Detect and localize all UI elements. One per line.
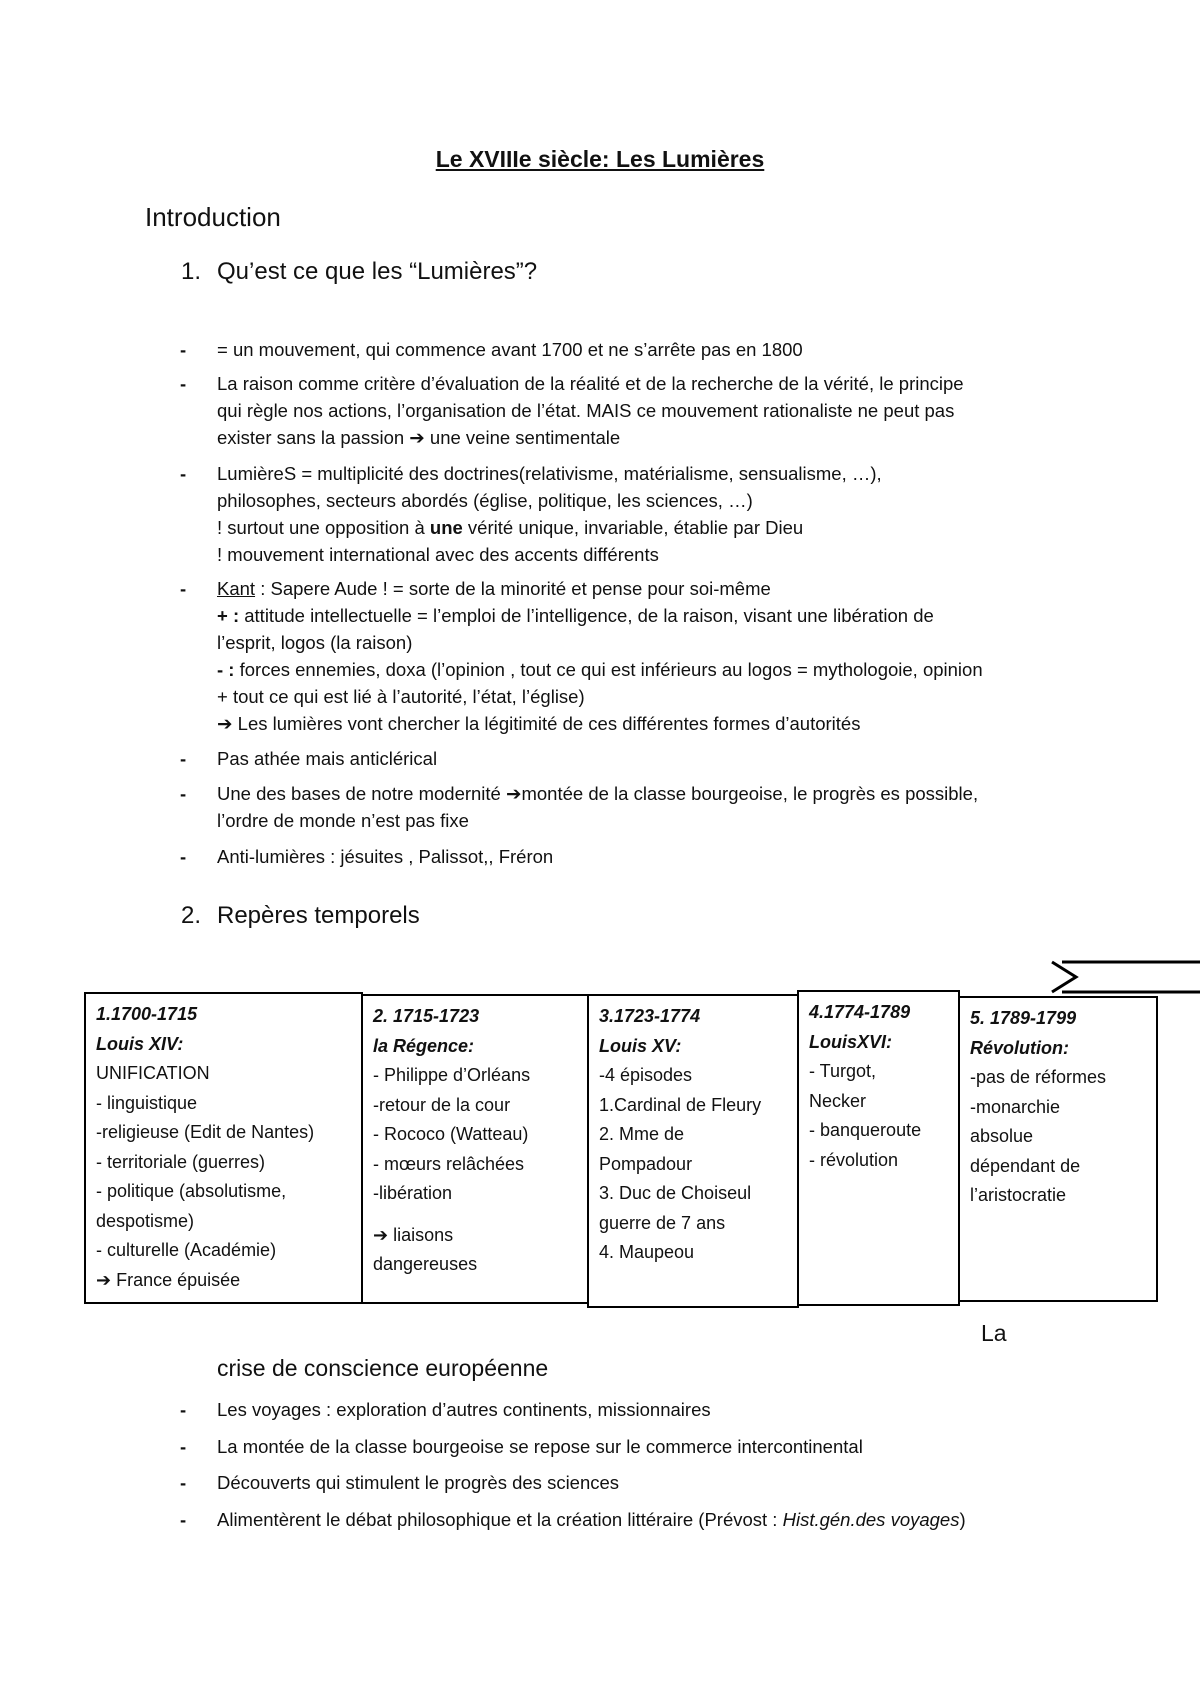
bullet-dash: - bbox=[180, 1399, 187, 1420]
bullet-text: Découverts qui stimulent le progrès des sciences bbox=[217, 1472, 620, 1493]
timeline-line: absolue bbox=[970, 1126, 1034, 1146]
intro-heading: Introduction bbox=[145, 202, 281, 232]
timeline-box-2 bbox=[361, 994, 589, 1304]
bullet-text: attitude intellectuelle = l’emploi de l’intelligence, de la raison, visant une libération de bbox=[239, 605, 934, 626]
timeline-line: -4 épisodes bbox=[599, 1065, 693, 1085]
bullet-dash: - bbox=[180, 748, 187, 769]
timeline-line: UNIFICATION bbox=[96, 1063, 210, 1083]
bullet-dash: - bbox=[180, 373, 187, 394]
timeline-period: 4.1774-1789 bbox=[809, 1002, 911, 1022]
section1-heading bbox=[181, 258, 537, 286]
crisis-heading-word: La bbox=[981, 1320, 1007, 1346]
timeline-line: - culturelle (Académie) bbox=[96, 1240, 277, 1260]
timeline-line: 2. Mme de bbox=[599, 1124, 685, 1144]
timeline-box-4 bbox=[797, 990, 960, 1306]
bullet-text: La raison comme critère d’évaluation de la réalité et de la recherche de la vérité, le principe bbox=[217, 373, 964, 394]
minus-label: - : bbox=[217, 659, 235, 680]
bullet-text: vérité unique, invariable, établie par Dieu bbox=[462, 517, 804, 538]
bullet-text: Pas athée mais anticlérical bbox=[217, 748, 438, 769]
bullet-dash: - bbox=[180, 1509, 187, 1530]
timeline-period: 2. 1715-1723 bbox=[373, 1006, 480, 1026]
bullet-text: Une des bases de notre modernité ➔montée de la classe bourgeoise, le progrès es possible, bbox=[217, 783, 979, 804]
bullet-text: + tout ce qui est lié à l’autorité, l’état, l’église) bbox=[217, 686, 585, 707]
bullet-text-line bbox=[217, 710, 1117, 737]
timeline-line: -libération bbox=[373, 1183, 453, 1203]
timeline-ruler: Louis XIV: bbox=[96, 1033, 184, 1054]
plus-label: + : bbox=[217, 605, 240, 626]
timeline-line: -religieuse (Edit de Nantes) bbox=[96, 1122, 315, 1142]
bullet-text-line bbox=[217, 656, 1117, 683]
section2-title: Repères temporels bbox=[217, 902, 420, 929]
crisis-heading: crise de conscience européenne bbox=[217, 1355, 549, 1381]
section1-title: Qu’est ce que les “Lumières”? bbox=[217, 258, 538, 285]
bullet-dash: - bbox=[180, 1436, 187, 1457]
bullet-text: philosophes, secteurs abordés (église, politique, les sciences, …) bbox=[217, 490, 753, 511]
timeline-box-5 bbox=[958, 996, 1158, 1302]
timeline-ruler: LouisXVI: bbox=[809, 1031, 893, 1052]
section2-number: 2. bbox=[181, 902, 202, 929]
timeline-line: - révolution bbox=[809, 1149, 899, 1170]
timeline-line: despotisme) bbox=[96, 1210, 195, 1231]
timeline-period: 3.1723-1774 bbox=[599, 1006, 701, 1026]
bullet-text: Les voyages : exploration d’autres continents, missionnaires bbox=[217, 1399, 711, 1420]
timeline-arrow-icon bbox=[1050, 958, 1200, 1000]
timeline-line: dangereuses bbox=[373, 1254, 478, 1274]
bullet-dash: - bbox=[180, 783, 187, 804]
bullet-dash: - bbox=[180, 463, 187, 484]
bullet-text: : Sapere Aude ! = sorte de la minorité et pense pour soi-même bbox=[255, 578, 771, 599]
section1-number: 1. bbox=[181, 258, 202, 285]
bullet-text: ) bbox=[959, 1509, 966, 1530]
bullet-text-line bbox=[217, 1506, 1117, 1533]
timeline-box-3 bbox=[587, 994, 799, 1308]
timeline-line: - mœurs relâchées bbox=[373, 1153, 525, 1174]
bullet-text: qui règle nos actions, l’organisation de l’état. MAIS ce mouvement rationaliste ne peut pas bbox=[217, 400, 955, 421]
bullet-text: l’ordre de monde n’est pas fixe bbox=[217, 810, 469, 831]
bullet-text-line bbox=[217, 602, 1117, 629]
timeline-line: - Philippe d’Orléans bbox=[373, 1065, 531, 1085]
timeline-line: Pompadour bbox=[599, 1153, 693, 1174]
bullet-text: LumièreS = multiplicité des doctrines(relativisme, matérialisme, sensualisme, …), bbox=[217, 463, 882, 484]
timeline-line: 3. Duc de Choiseul bbox=[599, 1183, 752, 1203]
timeline-line: -retour de la cour bbox=[373, 1094, 511, 1115]
timeline-line: - Turgot, bbox=[809, 1061, 877, 1081]
timeline-line: ➔ France épuisée bbox=[96, 1269, 241, 1290]
section2-heading bbox=[181, 902, 420, 930]
timeline-line: -monarchie bbox=[970, 1096, 1061, 1117]
kant-link-text: Kant bbox=[217, 578, 256, 599]
bullet-text: ! surtout une opposition à bbox=[217, 517, 430, 538]
bullet-text: = un mouvement, qui commence avant 1700 et ne s’arrête pas en 1800 bbox=[217, 339, 803, 360]
timeline-period: 1.1700-1715 bbox=[96, 1004, 198, 1024]
timeline-ruler: Révolution: bbox=[970, 1037, 1069, 1058]
timeline-ruler: Louis XV: bbox=[599, 1035, 682, 1056]
page-title: Le XVIIIe siècle: Les Lumières bbox=[435, 146, 765, 172]
bullet-text: forces ennemies, doxa (l’opinion , tout ce qui est inférieurs au logos = mythologoie, opinion bbox=[234, 659, 983, 680]
arrow-icon: ➔ bbox=[217, 713, 238, 734]
emphasis-text: une bbox=[429, 517, 463, 538]
timeline-line: Necker bbox=[809, 1090, 867, 1111]
bullet-dash: - bbox=[180, 1472, 187, 1493]
timeline-line: dépendant de bbox=[970, 1155, 1081, 1176]
book-title-text: Hist.gén.des voyages bbox=[782, 1509, 960, 1530]
bullet-dash: - bbox=[180, 578, 187, 599]
bullet-text: Les lumières vont chercher la légitimité de ces différentes formes d’autorités bbox=[237, 713, 861, 734]
bullet-text-line bbox=[217, 514, 1117, 541]
timeline-line: guerre de 7 ans bbox=[599, 1212, 726, 1233]
timeline-line: - Rococo (Watteau) bbox=[373, 1124, 529, 1144]
bullet-text: La montée de la classe bourgeoise se repose sur le commerce intercontinental bbox=[217, 1436, 863, 1457]
timeline-box-1 bbox=[84, 992, 363, 1304]
timeline-line: - politique (absolutisme, bbox=[96, 1181, 287, 1201]
timeline-line: - linguistique bbox=[96, 1092, 198, 1113]
timeline-period: 5. 1789-1799 bbox=[970, 1008, 1077, 1028]
timeline-ruler: la Régence: bbox=[373, 1035, 475, 1056]
timeline-line: -pas de réformes bbox=[970, 1067, 1107, 1087]
bullet-text: l’esprit, logos (la raison) bbox=[217, 632, 413, 653]
timeline-line: 4. Maupeou bbox=[599, 1242, 695, 1262]
bullet-text: exister sans la passion ➔ une veine sentimentale bbox=[217, 427, 621, 448]
bullet-text-line bbox=[217, 575, 1117, 602]
bullet-text: Alimentèrent le débat philosophique et la création littéraire (Prévost : bbox=[217, 1509, 783, 1530]
bullet-dash: - bbox=[180, 339, 187, 360]
bullet-text: Anti-lumières : jésuites , Palissot,, Fréron bbox=[217, 846, 554, 867]
timeline-line: l’aristocratie bbox=[970, 1185, 1067, 1205]
timeline-line: ➔ liaisons bbox=[373, 1224, 454, 1245]
timeline-line: - territoriale (guerres) bbox=[96, 1151, 266, 1172]
bullet-text: ! mouvement international avec des accents différents bbox=[217, 544, 659, 565]
timeline-line: - banqueroute bbox=[809, 1120, 922, 1140]
timeline-line: 1.Cardinal de Fleury bbox=[599, 1094, 762, 1115]
bullet-dash: - bbox=[180, 846, 187, 867]
